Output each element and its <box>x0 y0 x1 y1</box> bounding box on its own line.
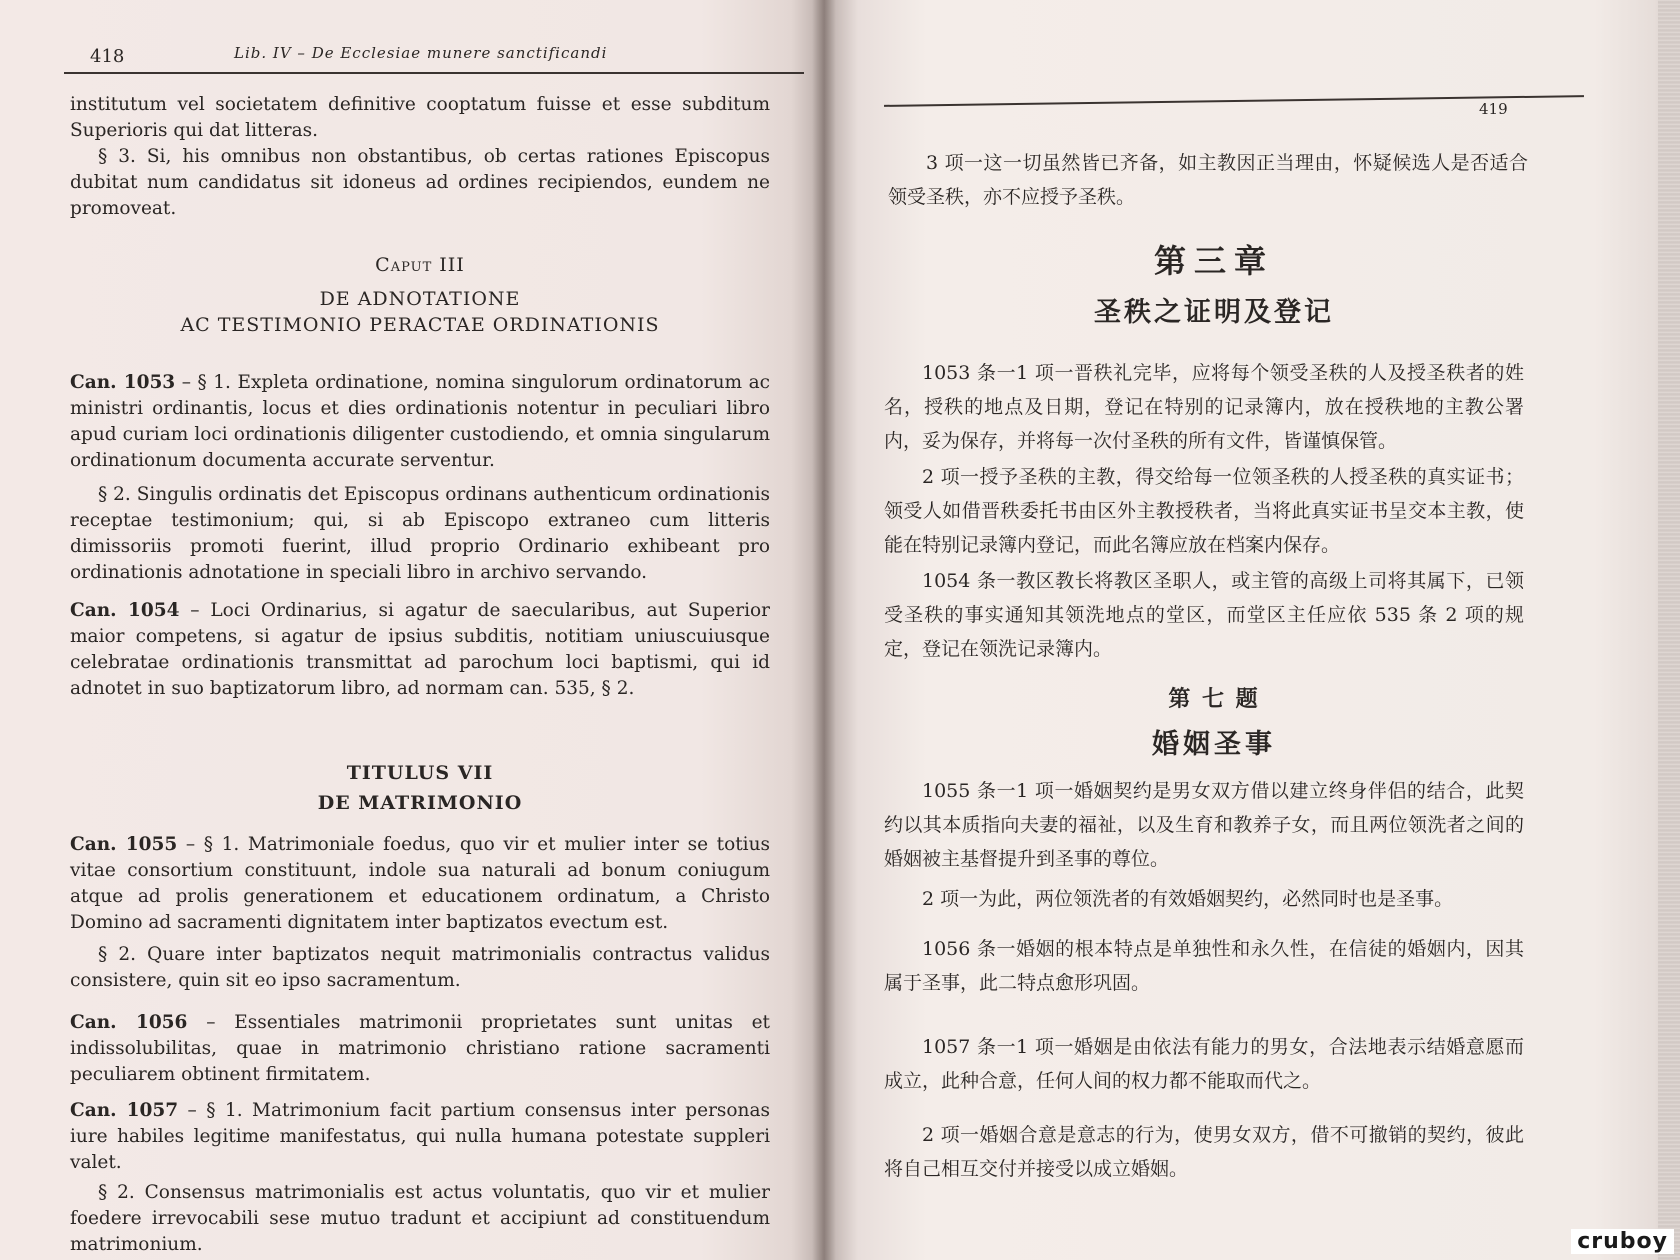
canon-1057-text: – § 1. Matrimonium facit partium consensus inter personas iure habiles legitime manifestatus, qui nulla humana potestate suppleri valet. <box>70 1100 770 1173</box>
canon-1053 <box>70 370 770 586</box>
canon-1054 <box>70 598 770 702</box>
canon-1056-text: – Essentiales matrimonii proprietates sunt unitas et indissolubilitas, quae in matrimonio christiano ratione sacramenti peculiarem obtinent firmitatem. <box>70 1012 770 1085</box>
canon-1057-cn-s2: 2 项一婚姻合意是意志的行为，使男女双方，借不可撤销的契约，彼此将自己相互交付并接受以成立婚姻。 <box>884 1124 1524 1180</box>
canon-1057 <box>70 1098 770 1258</box>
title-number: 第 七 题 <box>1168 687 1260 712</box>
canon-1055-s2: § 2. Quare inter baptizatos nequit matrimonialis contractus validus consistere, quin sit eo ipso sacramentum. <box>70 944 770 991</box>
canon-1057-s2: § 2. Consensus matrimonialis est actus voluntatis, quo vir et mulier foedere irrevocabili sese mutuo tradunt et accipiunt ad constituendum matrimonium. <box>70 1182 770 1255</box>
caput-heading <box>70 252 770 338</box>
paragraph-3xiang-text: 3 项一这一切虽然皆已齐备，如主教因正当理由，怀疑候选人是否适合领受圣秩，亦不应授予圣秩。 <box>888 152 1528 208</box>
paragraph-3xiang <box>888 146 1528 214</box>
title-name: 婚姻圣事 <box>1152 729 1276 760</box>
canon-1054-label: Can. 1054 <box>70 600 180 621</box>
caput-title-line1: DE ADNOTATIONE <box>319 288 521 310</box>
canon-1055-label: Can. 1055 <box>70 834 178 855</box>
canon-1056 <box>70 1010 770 1088</box>
caput-label: Caput III <box>375 254 465 276</box>
book-gutter <box>812 0 836 1260</box>
page-number-left: 418 <box>90 46 125 67</box>
canon-1055-s1 <box>70 832 770 936</box>
canon-1056-cn <box>884 932 1524 1000</box>
paragraph-continuation: institutum vel societatem definitive cooptatum fuisse et esse subditum Superioris qui dat litteras. <box>70 94 770 141</box>
canon-1053-s2: § 2. Singulis ordinatis det Episcopus ordinans authenticum ordinationis receptae testimonium; qui, si ab Episcopo extraneo cum litteris dimissoriis promoti fuerint, illud proprio Ordinario exhibeant pro ordinationis adnotatione in speciali libro in archivo servando. <box>70 484 770 583</box>
canon-1055 <box>70 832 770 994</box>
watermark: cruboy <box>1571 1229 1674 1254</box>
canon-1057-cn-s1: 1057 条一1 项一婚姻是由依法有能力的男女，合法地表示结婚意愿而成立，此种合意，任何人间的权力都不能取而代之。 <box>884 1036 1524 1092</box>
running-head <box>64 40 804 74</box>
paragraph-s3: § 3. Si, his omnibus non obstantibus, ob certas rationes Episcopus dubitat num candidatus sit idoneus ad ordines recipiendos, eundem ne promoveat. <box>70 146 770 219</box>
canon-1053-text: – § 1. Expleta ordinatione, nomina singulorum ordinatorum ac ministri ordinantis, locus et dies ordinationis notentur in peculiari libro apud curiam loci ordinationis diligenter custodiendo, et omnia singularum ordinationum documenta accurate serventur. <box>70 372 770 471</box>
canon-1055-text: – § 1. Matrimoniale foedus, quo vir et mulier inter se totius vitae consortium constituunt, indole sua naturali ad bonum coniugum atque ad prolis generationem et educationem ordinatum, a Christo Domino ad sacramenti dignitatem inter baptizatos evectum est. <box>70 834 770 933</box>
caput-title-line2: AC TESTIMONIO PERACTAE ORDINATIONIS <box>180 314 660 336</box>
canon-1057-label: Can. 1057 <box>70 1100 179 1121</box>
right-page <box>824 0 1680 1260</box>
canon-1056-paragraph <box>70 1010 770 1088</box>
running-head-title: Lib. IV – De Ecclesiae munere sanctificandi <box>234 44 608 62</box>
chapter-label: 第三章 <box>1153 242 1274 280</box>
canon-1054-text: – Loci Ordinarius, si agatur de saecularibus, aut Superior maior competens, si agatur de ipsius subditis, notitiam uniuscuiusque celebratae ordinationis transmittat ad parochum loci baptismi, qui id adnotet in suo baptizatorum libro, ad normam can. 535, § 2. <box>70 600 770 699</box>
titulus-label: TITULUS VII <box>346 762 494 784</box>
canon-1053-cn-s1: 1053 条一1 项一晋秩礼完毕，应将每个领受圣秩的人及授圣秩者的姓名，授秩的地点及日期，登记在特别的记录簿内，放在授秩地的主教公署内，妥为保存，并将每一次付圣秩的所有文件，皆谨慎保管。 <box>884 362 1524 452</box>
left-block-intro <box>70 92 770 222</box>
canon-1055-cn-s2: 2 项一为此，两位领洗者的有效婚姻契约，必然同时也是圣事。 <box>922 888 1454 910</box>
canon-1056-label: Can. 1056 <box>70 1012 188 1033</box>
canon-1054-cn: 1054 条一教区教长将教区圣职人，或主管的高级上司将其属下，已领受圣秩的事实通知其领洗地点的堂区，而堂区主任应依 535 条 2 项的规定，登记在领洗记录簿内。 <box>884 570 1524 660</box>
canon-1054-paragraph <box>70 598 770 702</box>
chapter-title: 圣秩之证明及登记 <box>1094 297 1334 328</box>
canon-1057-cn <box>884 1030 1524 1186</box>
left-page <box>0 0 824 1260</box>
canon-1057-s1 <box>70 1098 770 1176</box>
canon-1053-cn <box>884 356 1524 666</box>
titulus-title: DE MATRIMONIO <box>317 792 523 814</box>
page-edge <box>1658 0 1680 1260</box>
page-number-right: 419 <box>1479 100 1508 118</box>
canon-1055-cn <box>884 774 1524 916</box>
canon-1053-cn-s2: 2 项一授予圣秩的主教，得交给每一位领圣秩的人授圣秩的真实证书；领受人如借晋秩委托书由区外主教授秩者，当将此真实证书呈交本主教，使能在特别记录簿内登记，而此名簿应放在档案内保存。 <box>884 466 1524 556</box>
titulus-heading <box>70 760 770 816</box>
canon-1056-cn-text: 1056 条一婚姻的根本特点是单独性和永久性，在信徒的婚姻内，因其属于圣事，此二特点愈形巩固。 <box>884 938 1524 994</box>
canon-1055-cn-s1: 1055 条一1 项一婚姻契约是男女双方借以建立终身伴侣的结合，此契约以其本质指向夫妻的福祉，以及生育和教养子女，而且两位领洗者之间的婚姻被主基督提升到圣事的尊位。 <box>884 780 1524 870</box>
canon-1053-label: Can. 1053 <box>70 372 176 393</box>
canon-1053-s1 <box>70 370 770 474</box>
